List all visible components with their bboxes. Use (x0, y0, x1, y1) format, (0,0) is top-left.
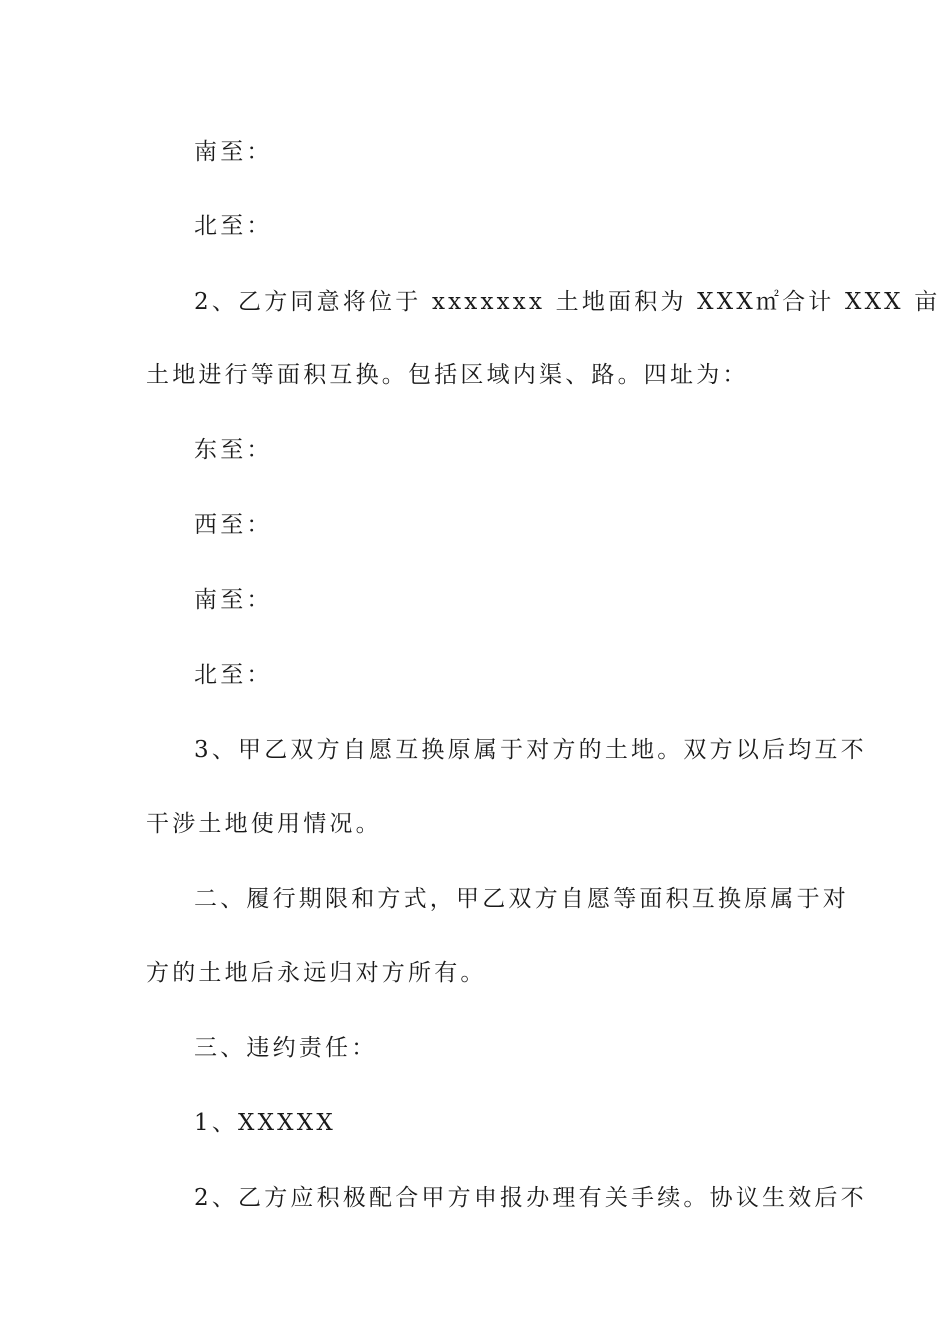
clause-2-line-2: 土地进行等面积互换。包括区域内渠、路。四址为： (146, 362, 749, 388)
section-2-line-2: 方的土地后永远归对方所有。 (146, 960, 487, 986)
boundary-north-1: 北至： (194, 213, 273, 239)
section-2-line-1: 二、履行期限和方式，甲乙双方自愿等面积互换原属于对 (194, 886, 849, 912)
boundary-east-2: 东至： (194, 437, 273, 463)
clause-3-line-2: 干涉土地使用情况。 (146, 811, 382, 837)
section-3-item-2: 2、乙方应积极配合甲方申报办理有关手续。协议生效后不 (194, 1185, 867, 1211)
boundary-south-2: 南至： (194, 587, 273, 613)
clause-2-line-1: 2、乙方同意将位于 xxxxxxx 土地面积为 XXX㎡合计 XXX 亩 (194, 289, 941, 315)
clause-3-line-1: 3、甲乙双方自愿互换原属于对方的土地。双方以后均互不 (194, 737, 867, 763)
section-3-heading: 三、违约责任： (194, 1035, 378, 1061)
boundary-west-2: 西至： (194, 512, 273, 538)
boundary-north-2: 北至： (194, 662, 273, 688)
section-3-item-1: 1、XXXXX (194, 1110, 336, 1136)
boundary-south-1: 南至： (194, 139, 273, 165)
